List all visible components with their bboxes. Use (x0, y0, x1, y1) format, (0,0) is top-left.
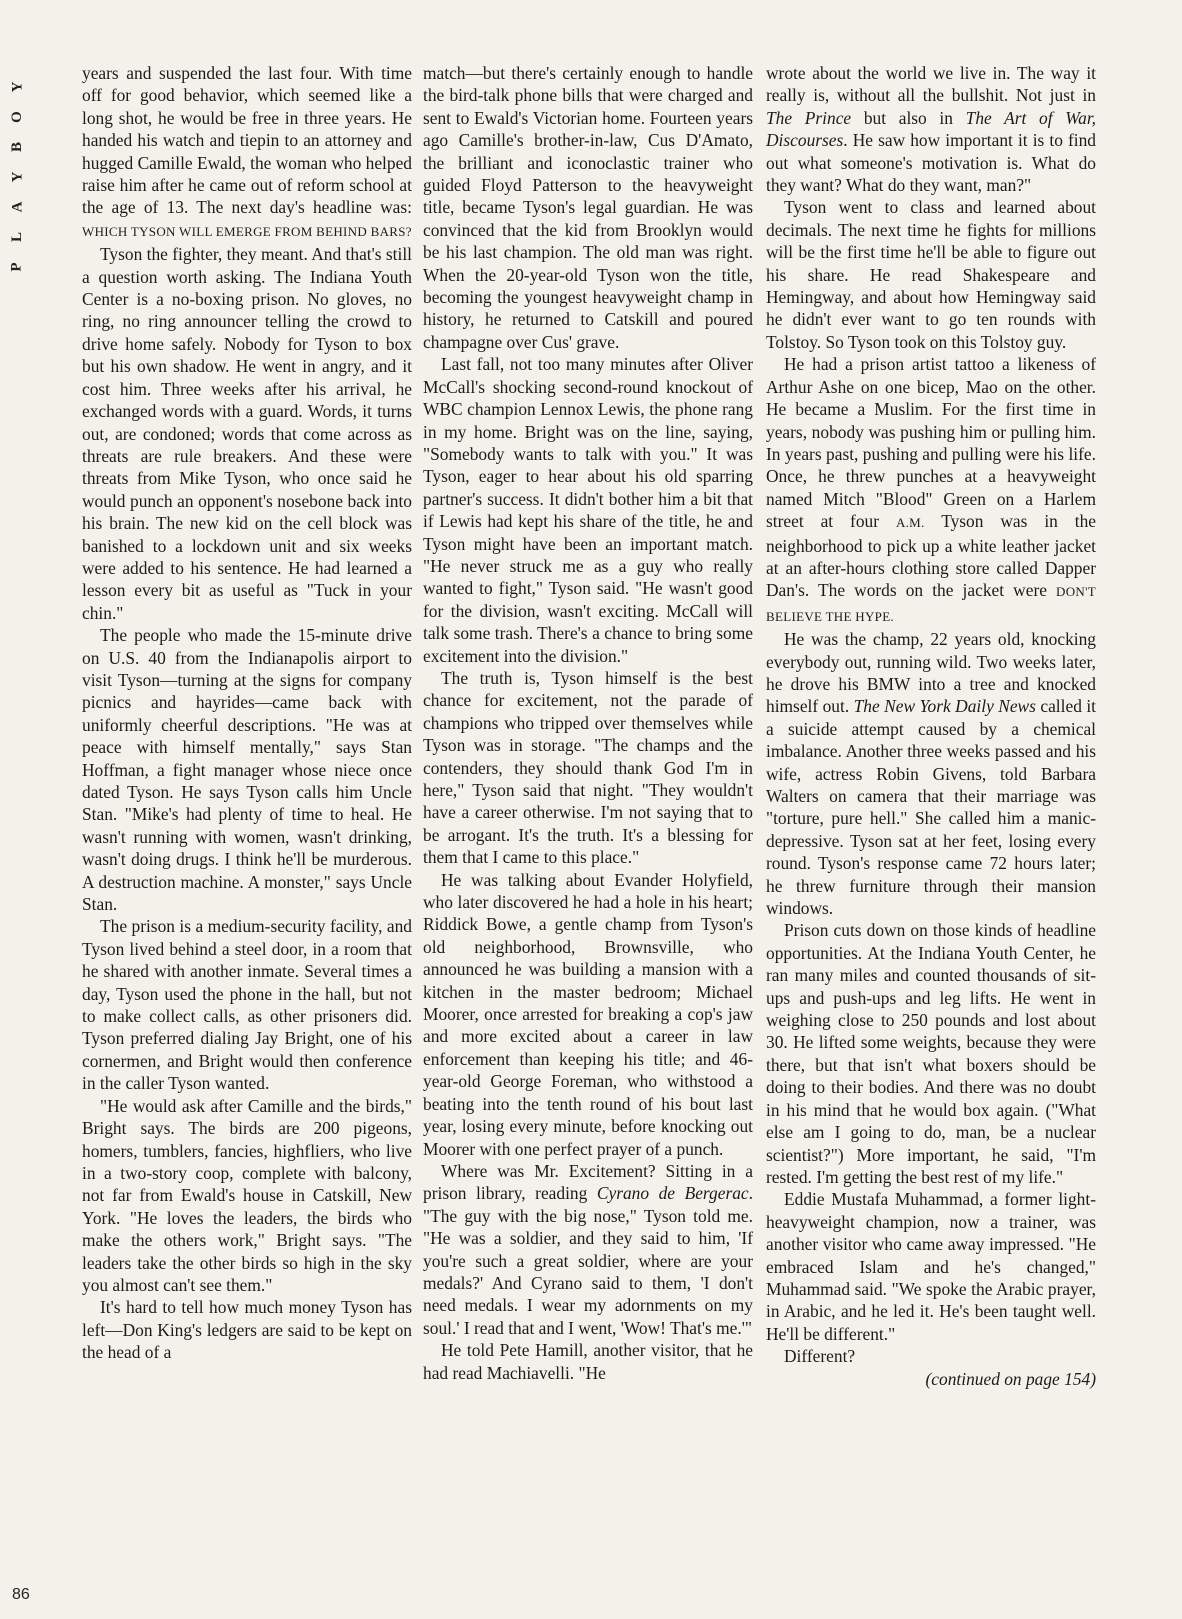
paragraph: The prison is a medium-security facility, and Tyson lived behind a steel door, in a room that he shared with another inmate. Several times a day, Tyson used the phone in the hall, but not to make collect calls, as other prisoners did. Tyson preferred dialing Jay Bright, one of his cornermen, and Bright would then conference in the caller Tyson wanted. (82, 916, 412, 1094)
running-head-letter: A (9, 201, 25, 213)
running-head-letter: L (8, 231, 25, 243)
paragraph: It's hard to tell how much money Tyson has left—Don King's ledgers are said to be kept on the head of a (82, 1297, 412, 1363)
paragraph: Last fall, not too many minutes after Oliver McCall's shocking second-round knockout of WBC champion Lennox Lewis, the phone rang in my home. Bright was on the line, saying, "Somebody wants to talk with you." It was Tyson, eager to hear about his old sparring partner's success. It didn't bother him a bit that if Lewis had kept his share of the title, he and Tyson might have been an important match. "He never struck me as a guy who really wanted to fight," Tyson said. "He wasn't good for the division, wasn't exciting. McCall will talk some trash. There's a chance to bring some excitement into the division." (423, 354, 753, 666)
book-title: The Art of War, Discourses (766, 107, 1097, 151)
paragraph: wrote about the world we live in. The way it really is, without all the bullshit. Not just in The Prince but also in The Art of War, Discourses. He saw how important it is to find out what someone's motivation is. What do they want? What do they want, man?" (766, 63, 1097, 196)
running-head (6, 72, 28, 282)
jacket-slogan: DON'T BELIEVE THE HYPE. (766, 584, 1096, 624)
book-title: Cyrano de Bergerac (596, 1183, 749, 1204)
paragraph: Eddie Mustafa Muhammad, a former light-heavyweight champion, now a trainer, was another visitor who came away impressed. "He embraced Islam and he's changed," Muhammad said. "We spoke the Arabic prayer, in Arabic, and he led it. He's been taught well. He'll be different." (766, 1189, 1096, 1344)
paragraph: He had a prison artist tattoo a likeness of Arthur Ashe on one bicep, Mao on the other. He became a Muslim. For the first time in years, nobody was pushing him or pulling him. In years past, pushing and pulling were his life. Once, he threw punches at a heavyweight named Mitch "Blood" Green on a Harlem street at four A.M. Tyson was in the neighborhood to pick up a white leather jacket at an after-hours clothing store called Dapper Dan's. The words on the jacket were DON'T BELIEVE THE HYPE. (766, 354, 1096, 624)
newspaper-title: The New York Daily News (853, 696, 1036, 717)
paragraph: Tyson went to class and learned about decimals. The next time he fights for millions will be the first time he'll be able to figure out his share. He read Shakespeare and Hemingway, and about how Hemingway said he didn't ever want to go ten rounds with Tolstoy. So Tyson took on this Tolstoy guy. (766, 197, 1096, 352)
paragraph: He was the champ, 22 years old, knocking everybody out, running wild. Two weeks later, he drove his BMW into a tree and knocked himself out. The New York Daily News called it a suicide attempt caused by a chemical imbalance. Another three weeks passed and his wife, actress Robin Givens, told Barbara Walters on camera that their marriage was "torture, pure hell." She called him a manic-depressive. Tyson sat at her feet, losing every round. Tyson's response came 72 hours later; he threw furniture through their mansion windows. (766, 629, 1096, 919)
running-head-letter: Y (9, 171, 25, 183)
paragraph: Where was Mr. Excitement? Sitting in a prison library, reading Cyrano de Bergerac. "The guy with the big nose," Tyson told me. "He was a soldier, and they said to him, 'If you're such a great soldier, where are your medals?' And Cyrano said to them, 'I don't need medals. I wear my adornments on my soul.' I read that and I went, 'Wow! That's me.'" (423, 1160, 753, 1338)
running-head-letter: P (8, 262, 25, 272)
continued-note: (continued on page 154) (925, 1368, 1096, 1389)
paragraph: The truth is, Tyson himself is the best chance for excitement, not the parade of champions who tripped over themselves while Tyson was in storage. "The champs and the contenders, they should thank God I'm in here," Tyson said that night. "They wouldn't have a career otherwise. I'm not saying that to be arrogant. It's the truth. It's a blessing for them that I came to this place." (423, 667, 753, 868)
running-head-letter: Y (9, 81, 25, 93)
paragraph: match—but there's certainly enough to handle the bird-talk phone bills that were charged and sent to Ewald's Victorian home. Fourteen years ago Camille's brother-in-law, Cus D'Amato, the brilliant and iconoclastic trainer who guided Floyd Patterson to the heavyweight title, became Tyson's legal guardian. He was convinced that the kid from Brooklyn would be his last champion. The old man was right. When the 20-year-old Tyson won the title, becoming the youngest heavyweight champ in history, he returned to Catskill and poured champagne over Cus' grave. (423, 63, 753, 352)
running-head-letter: O (8, 111, 25, 123)
book-title: The Prince (766, 107, 852, 128)
paragraph: The people who made the 15-minute drive on U.S. 40 from the Indianapolis airport to visit Tyson—turning at the signs for company picnics and hayrides—came back with uniformly cheerful descriptions. "He was at peace with himself mentally," says Stan Hoffman, a fight manager whose niece once dated Tyson. He says Tyson calls him Uncle Stan. "Mike's had plenty of time to heal. He wasn't running with women, wasn't drinking, wasn't doing drugs. I think he'll be murderous. A destruction machine. A monster," says Uncle Stan. (82, 625, 412, 915)
page-number: 86 (12, 1586, 30, 1603)
column-2 (423, 62, 753, 1384)
running-head-letter: B (8, 141, 25, 153)
headline-quote: WHICH TYSON WILL EMERGE FROM BEHIND BARS? (82, 223, 412, 239)
column-3 (766, 62, 1096, 1390)
paragraph: Different? (784, 1346, 856, 1367)
paragraph: He told Pete Hamill, another visitor, that he had read Machiavelli. "He (423, 1340, 753, 1383)
paragraph: Prison cuts down on those kinds of headline opportunities. At the Indiana Youth Center, he ran many miles and counted thousands of sit-ups and push-ups and leg lifts. He went in weighing close to 250 pounds and lost about 30. He lifted some weights, because they were there, but that isn't what boxers should be doing to their bodies. And there was no doubt in his mind that he would box again. ("What else am I going to do, man, be a nuclear scientist?") More important, he said, "I'm rested. I'm getting the best rest of my life." (766, 920, 1096, 1187)
paragraph: years and suspended the last four. With time off for good behavior, which seemed like a long shot, he would be free in three years. He handed his watch and tiepin to an attorney and hugged Camille Ewald, the woman who helped raise him after he came out of reform school at the age of 13. The next day's headline was: WHICH TYSON WILL EMERGE FROM BEHIND BARS? (82, 63, 412, 239)
paragraph: Tyson the fighter, they meant. And that's still a question worth asking. The Indiana Youth Center is a no-boxing prison. No gloves, no ring, no ring announcer telling the crowd to drive home safely. Nobody for Tyson to box but his own shadow. He went in angry, and it cost him. Three weeks after his arrival, he exchanged words with a guard. Words, it turns out, are condoned; words that come across as threats are rule breakers. And these were threats from Mike Tyson, who once said he would punch an opponent's nosebone back into his brain. The new kid on the cell block was banished to a lockdown unit and six weeks were added to his sentence. He had learned a lesson every bit as useful as "Tuck in your chin." (82, 244, 412, 623)
paragraph: "He would ask after Camille and the birds," Bright says. The birds are 200 pigeons, homers, tumblers, fancies, highfliers, who live in a two-story coop, complete with balcony, not far from Ewald's house in Catskill, New York. "He loves the leaders, the birds who make the others work," Bright says. "The leaders take the other birds so high in the sky you almost can't see them." (82, 1095, 412, 1295)
column-1 (82, 62, 412, 1364)
paragraph: He was talking about Evander Holyfield, who later discovered he had a hole in his heart; Riddick Bowe, a gentle champ from Tyson's old neighborhood, Brownsville, who announced he was building a mansion with a kitchen in the master bedroom; Michael Moorer, once arrested for breaking a cop's jaw and more excited about a career in law enforcement than keeping his title; and 46-year-old George Foreman, who withstood a beating into the tenth round of his bout last year, losing every minute, before knocking out Moorer with one perfect prayer of a punch. (423, 869, 753, 1159)
